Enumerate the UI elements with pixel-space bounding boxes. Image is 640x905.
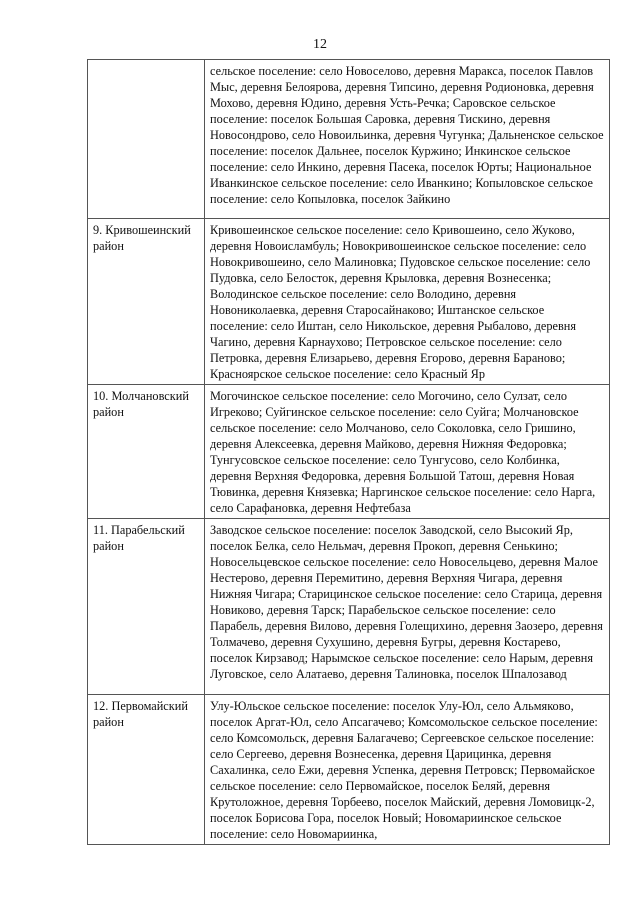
table-row xyxy=(88,695,610,845)
settlements-cell: Кривошеинское сельское поселение: село Кривошеино, село Жуково, деревня Новоисламбуль; Новокривошеинское сельское поселение: село Новокривошеино, село Малиновка; Пудовское сельское поселение: село Пудовка, село Белосток, деревня Крыловка, деревня Вознесенка; Володинское сельское поселение: село Володино, деревня Новониколаевка, деревня Старосайнаково; Иштанское сельское поселение: село Иштан, село Никольское, деревня Рыбалово, деревня Чагино, деревня Карнаухово; Петровское сельское поселение: село Петровка, деревня Елизарьево, деревня Егорово, деревня Бараново; Красноярское сельское поселение: село Красный Яр xyxy=(205,219,610,385)
table-row xyxy=(88,219,610,385)
district-cell: 12. Первомайский район xyxy=(88,695,205,845)
settlements-cell: Заводское сельское поселение: поселок Заводской, село Высокий Яр, поселок Белка, село Нельмач, деревня Прокоп, деревня Сенькино; Новосельцевское сельское поселение: село Новосельцево, деревня Малое Нестерово, деревня Перемитино, деревня Верхняя Чигара, деревня Нижняя Чигара; Старицинское сельское поселение: село Старица, деревня Новиково, деревня Тарск; Парабельское сельское поселение: село Парабель, деревня Вилово, деревня Голещихино, деревня Заозеро, деревня Толмачево, деревня Сухушино, деревня Бугры, деревня Костарево, поселок Кирзавод; Нарымское сельское поселение: село Нарым, деревня Луговское, село Алатаево, деревня Талиновка, поселок Шпалозавод xyxy=(205,519,610,695)
settlements-cell: Улу-Юльское сельское поселение: поселок Улу-Юл, село Альмяково, поселок Аргат-Юл, село Апсагачево; Комсомольское сельское поселение: село Комсомольск, деревня Балагачево; Сергеевское сельское поселение: село Сергеево, деревня Вознесенка, деревня Царицинка, деревня Сахалинка, село Ежи, деревня Успенка, деревня Петровск; Первомайское сельское поселение: село Первомайское, поселок Беляй, деревня Крутоложное, деревня Торбеево, поселок Майский, деревня Ломовицк-2, поселок Борисова Гора, поселок Новый; Новомариинское сельское поселение: село Новомариинка, xyxy=(205,695,610,845)
district-cell xyxy=(88,60,205,219)
page-number: 12 xyxy=(313,37,327,52)
table-row xyxy=(88,519,610,695)
settlements-cell: Могочинское сельское поселение: село Могочино, село Сулзат, село Игреково; Суйгинское сельское поселение: село Суйга; Молчановское сельское поселение: село Молчаново, село Соколовка, село Гришино, деревня Алексеевка, деревня Майково, деревня Нижняя Федоровка; Тунгусовское сельское поселение: село Тунгусово, село Колбинка, деревня Верхняя Федоровка, деревня Большой Татош, деревня Новая Тювинка, деревня Князевка; Наргинское сельское поселение: село Нарга, село Сарафановка, деревня Нефтебаза xyxy=(205,385,610,519)
table-row xyxy=(88,60,610,219)
district-cell: 11. Парабельский район xyxy=(88,519,205,695)
districts-table xyxy=(87,59,610,845)
district-cell: 10. Молчановский район xyxy=(88,385,205,519)
district-cell: 9. Кривошеинский район xyxy=(88,219,205,385)
settlements-cell: сельское поселение: село Новоселово, деревня Маракса, поселок Павлов Мыс, деревня Белоярова, деревня Типсино, деревня Родионовка, деревня Мохово, деревня Юдино, деревня Усть-Речка; Саровское сельское поселение: поселок Большая Саровка, деревня Тискино, деревня Новосондрово, село Новоильинка, деревня Чугунка; Дальненское сельское поселение: поселок Дальнее, поселок Куржино; Инкинское сельское поселение: село Инкино, деревня Пасека, поселок Юрты; Национальное Иванкинское сельское поселение: село Иванкино; Копыловское сельское поселение: село Копыловка, поселок Зайкино xyxy=(205,60,610,219)
table-row xyxy=(88,385,610,519)
